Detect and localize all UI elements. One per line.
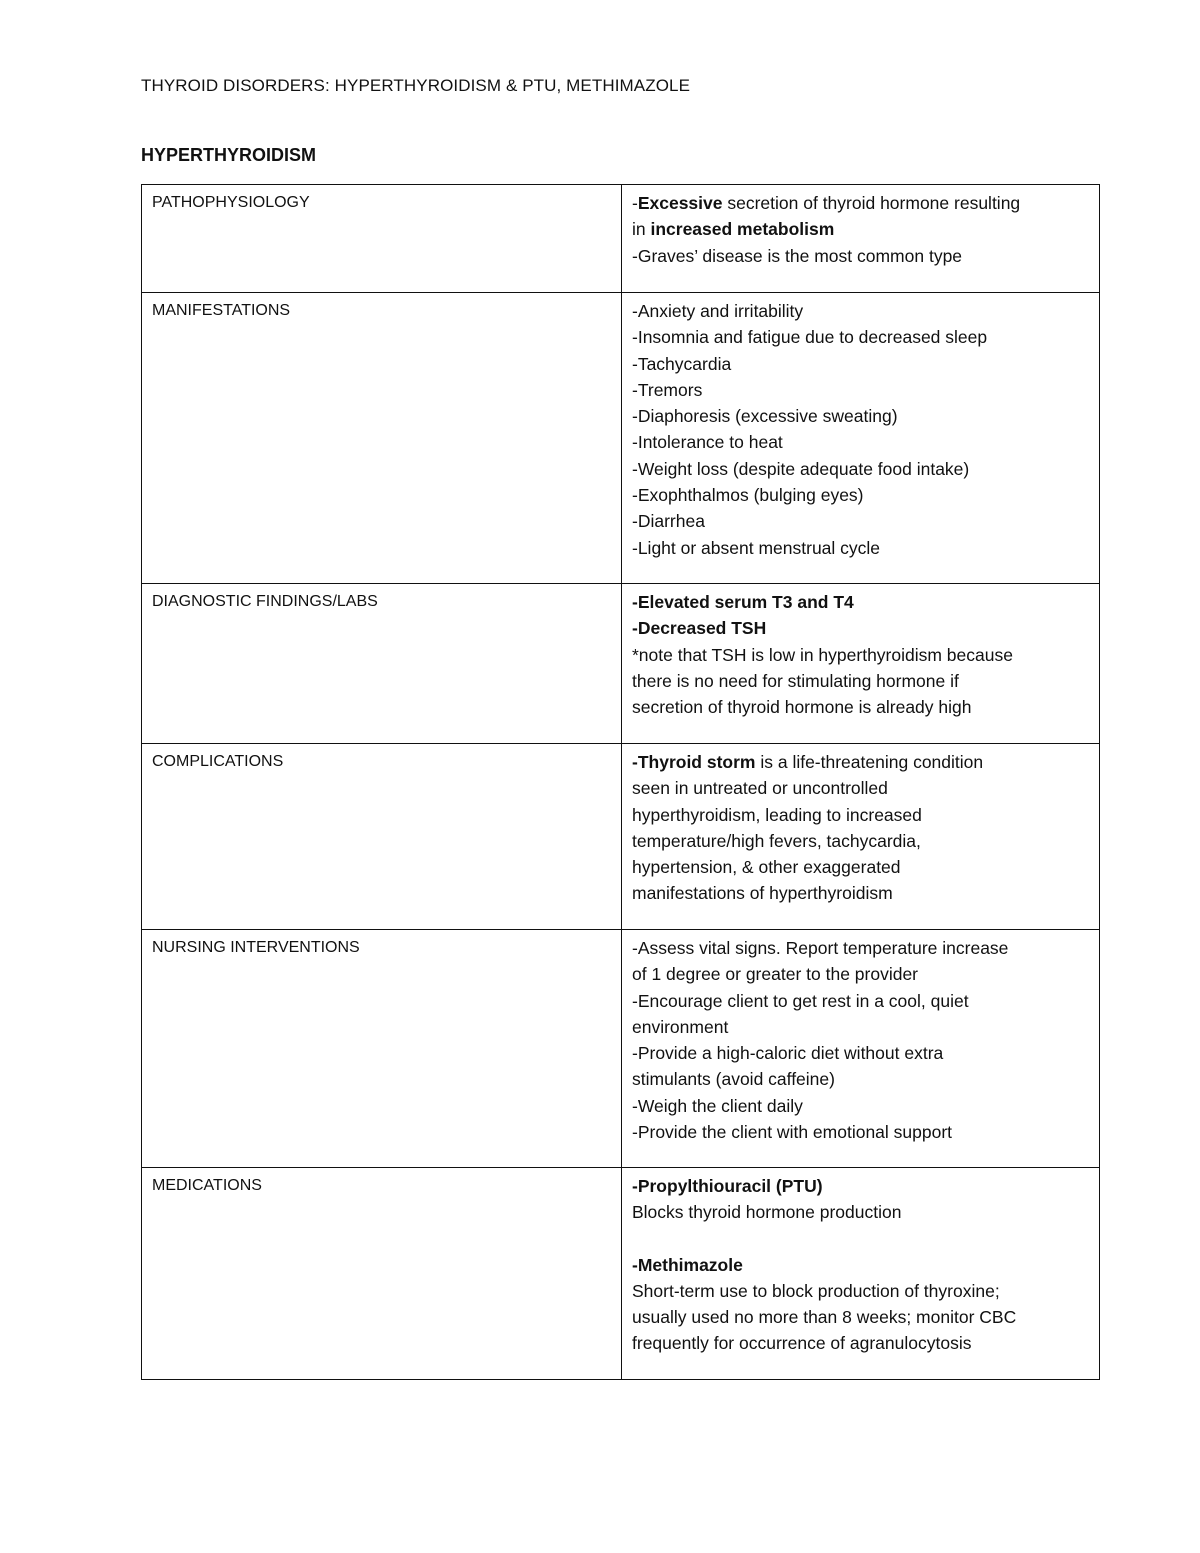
- row-label: NURSING INTERVENTIONS: [142, 930, 622, 1168]
- content-line: [632, 749, 1091, 775]
- document-header: THYROID DISORDERS: HYPERTHYROIDISM & PTU, METHIMAZOLE: [141, 76, 691, 95]
- list-item: -Intolerance to heat: [632, 432, 783, 453]
- content-line: [632, 190, 1091, 216]
- note-line: there is no need for stimulating hormone if: [632, 670, 959, 691]
- bold-term: Excessive: [637, 193, 723, 213]
- row-content: [622, 1168, 1100, 1380]
- table-row-nursing-interventions: [142, 930, 1100, 1168]
- content-line: hypertension, & other exaggerated: [632, 857, 901, 878]
- content-line: hyperthyroidism, leading to increased: [632, 804, 922, 825]
- row-label: COMPLICATIONS: [142, 744, 622, 930]
- content-line: [632, 216, 1091, 242]
- list-item: -Light or absent menstrual cycle: [632, 537, 881, 558]
- row-label: MEDICATIONS: [142, 1168, 622, 1380]
- drug-description: Blocks thyroid hormone production: [632, 1202, 902, 1223]
- table-row-medications: [142, 1168, 1100, 1380]
- row-content: [622, 584, 1100, 744]
- row-label: DIAGNOSTIC FINDINGS/LABS: [142, 584, 622, 744]
- bold-term: increased metabolism: [650, 219, 835, 240]
- content-line: seen in untreated or uncontrolled: [632, 778, 888, 799]
- note-line: secretion of thyroid hormone is already high: [632, 697, 972, 718]
- content-line: temperature/high fevers, tachycardia,: [632, 830, 921, 851]
- row-label: MANIFESTATIONS: [142, 293, 622, 584]
- list-item: -Tachycardia: [632, 353, 732, 374]
- text: is a life-threatening condition: [755, 752, 984, 772]
- list-item: -Tremors: [632, 379, 703, 400]
- content-line: -Encourage client to get rest in a cool, quiet: [632, 990, 969, 1011]
- list-item: -Diarrhea: [632, 511, 705, 532]
- content-line: stimulants (avoid caffeine): [632, 1069, 835, 1090]
- text: in: [632, 219, 651, 240]
- table-row-manifestations: [142, 293, 1100, 584]
- content-line: -Provide a high-caloric diet without extra: [632, 1043, 944, 1064]
- note-line: *note that TSH is low in hyperthyroidism because: [632, 644, 1013, 665]
- list-item: -Anxiety and irritability: [632, 301, 804, 321]
- table-row-pathophysiology: [142, 185, 1100, 293]
- row-content: [622, 185, 1100, 293]
- section-title: HYPERTHYROIDISM: [141, 145, 317, 165]
- content-line: -Assess vital signs. Report temperature increase: [632, 938, 1009, 958]
- dash: -: [632, 193, 638, 213]
- list-item: -Diaphoresis (excessive sweating): [632, 406, 898, 427]
- content-line: -Graves’ disease is the most common type: [632, 245, 963, 266]
- drug-description: frequently for occurrence of agranulocytosis: [632, 1333, 972, 1354]
- table-row-diagnostic-findings: [142, 584, 1100, 744]
- row-content: [622, 744, 1100, 930]
- content-line: -Provide the client with emotional support: [632, 1122, 953, 1143]
- spacer: [632, 1226, 1091, 1252]
- content-line: of 1 degree or greater to the provider: [632, 964, 919, 985]
- content-line: -Weigh the client daily: [632, 1095, 803, 1116]
- content-line: environment: [632, 1016, 729, 1037]
- content-line: manifestations of hyperthyroidism: [632, 883, 893, 904]
- text: secretion of thyroid hormone resulting: [722, 193, 1021, 213]
- bold-finding: -Elevated serum T3 and T4: [632, 592, 854, 612]
- bold-finding: -Decreased TSH: [632, 618, 767, 639]
- list-item: -Insomnia and fatigue due to decreased sleep: [632, 327, 988, 348]
- bold-term: -Thyroid storm: [632, 752, 756, 772]
- list-item: -Weight loss (despite adequate food intake): [632, 458, 970, 479]
- list-item: -Exophthalmos (bulging eyes): [632, 485, 864, 506]
- drug-name: -Propylthiouracil (PTU): [632, 1176, 823, 1196]
- drug-name: -Methimazole: [632, 1254, 743, 1275]
- drug-description: Short-term use to block production of thyroxine;: [632, 1280, 1000, 1301]
- table-row-complications: [142, 744, 1100, 930]
- drug-description: usually used no more than 8 weeks; monitor CBC: [632, 1307, 1017, 1328]
- row-content: [622, 930, 1100, 1168]
- row-label: PATHOPHYSIOLOGY: [142, 185, 622, 293]
- hyperthyroidism-table: [141, 184, 1100, 1380]
- row-content: [622, 293, 1100, 584]
